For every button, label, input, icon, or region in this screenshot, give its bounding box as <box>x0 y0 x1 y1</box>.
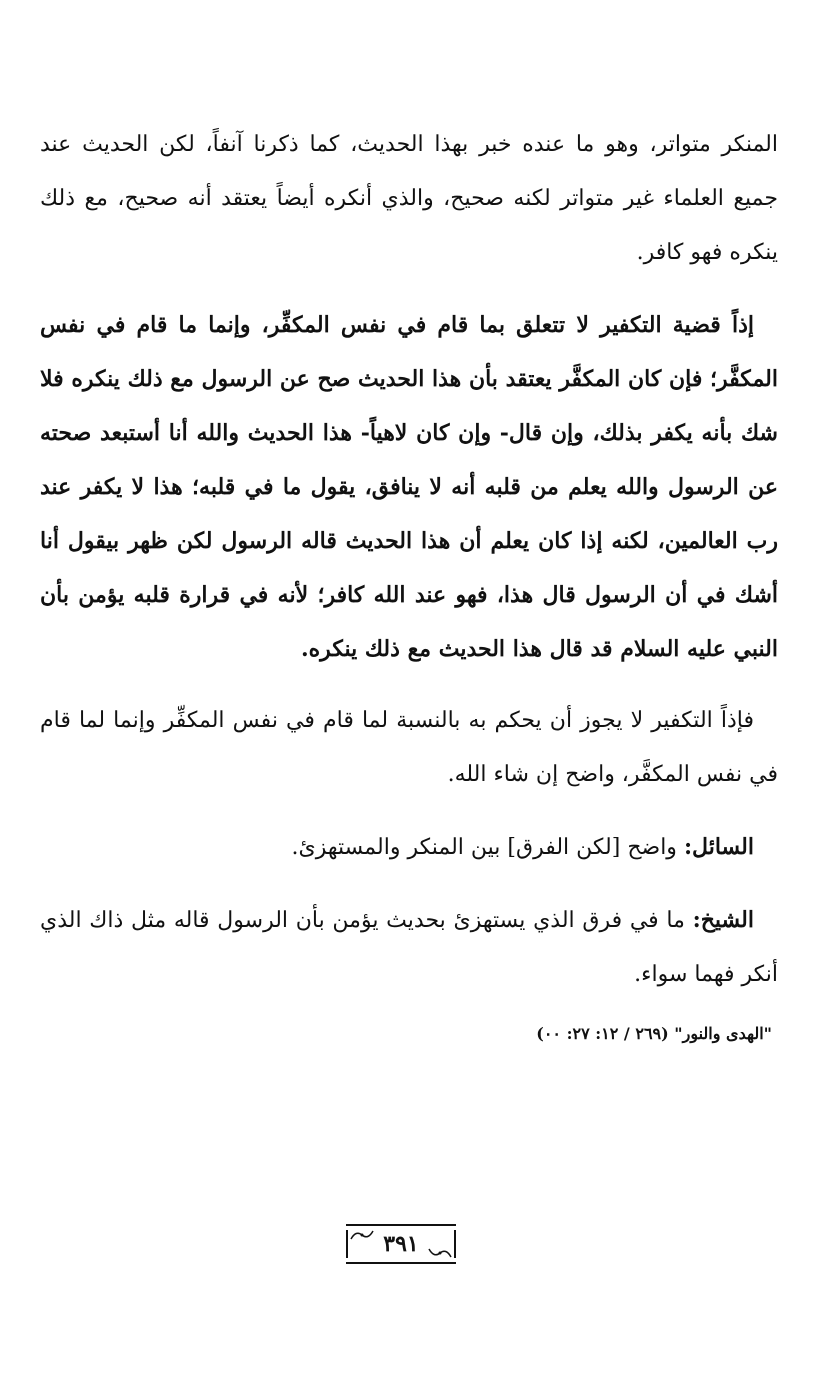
dialogue-questioner <box>40 820 778 875</box>
paragraph-1: المنكر متواتر، وهو ما عنده خبر بهذا الحديث، كما ذكرنا آنفاً، لكن الحديث عند جميع العلماء غير متواتر لكنه صحيح، والذي أنكره أيضاً يعتقد أنه صحيح، مع ذلك ينكره فهو كافر. <box>40 132 778 265</box>
ornament-icon <box>350 1229 374 1241</box>
ornament-icon <box>428 1247 452 1259</box>
speaker-sheikh: الشيخ: <box>692 907 754 933</box>
document-body <box>40 118 778 1048</box>
page-number-frame <box>346 1224 456 1264</box>
paragraph-2: إذاً قضية التكفير لا تتعلق بما قام في نفس المكفِّر، وإنما ما قام في نفس المكفَّر؛ فإن كان المكفَّر يعتقد بأن هذا الحديث صح عن الرسول مع ذلك ينكره فلا شك بأنه يكفر بذلك، وإن قال- وإن كان لاهياً- هذا الحديث والله أنا أستبعد صحته عن الرسول والله يعلم من قلبه أنه لا ينافق، يقول ما في قلبه؛ هذا لا يكفر عند رب العالمين، لكنه إذا كان يعلم أن هذا الحديث قاله الرسول لكن ظهر بيقول أنا أشك في أن الرسول قال هذا، فهو عند الله كافر؛ لأنه في قرارة قلبه يؤمن بأن النبي عليه السلام قد قال هذا الحديث مع ذلك ينكره. <box>40 312 778 662</box>
page-number: ٣٩١ <box>383 1231 419 1257</box>
speaker-questioner: السائل: <box>683 834 754 860</box>
dialogue-sheikh <box>40 893 778 1002</box>
sheikh-text: ما في فرق الذي يستهزئ بحديث يؤمن بأن الرسول قاله مثل ذاك الذي أنكر فهما سواء. <box>40 908 778 987</box>
questioner-text: واضح [لكن الفرق] بين المنكر والمستهزئ. <box>291 835 684 860</box>
source-citation: "الهدى والنور" (٢٦٩ / ١٢: ٢٧: ٠٠) <box>536 1024 772 1043</box>
paragraph-3: فإذاً التكفير لا يجوز أن يحكم به بالنسبة لما قام في نفس المكفِّر وإنما لما قام في نفس المكفَّر، واضح إن شاء الله. <box>40 708 778 787</box>
